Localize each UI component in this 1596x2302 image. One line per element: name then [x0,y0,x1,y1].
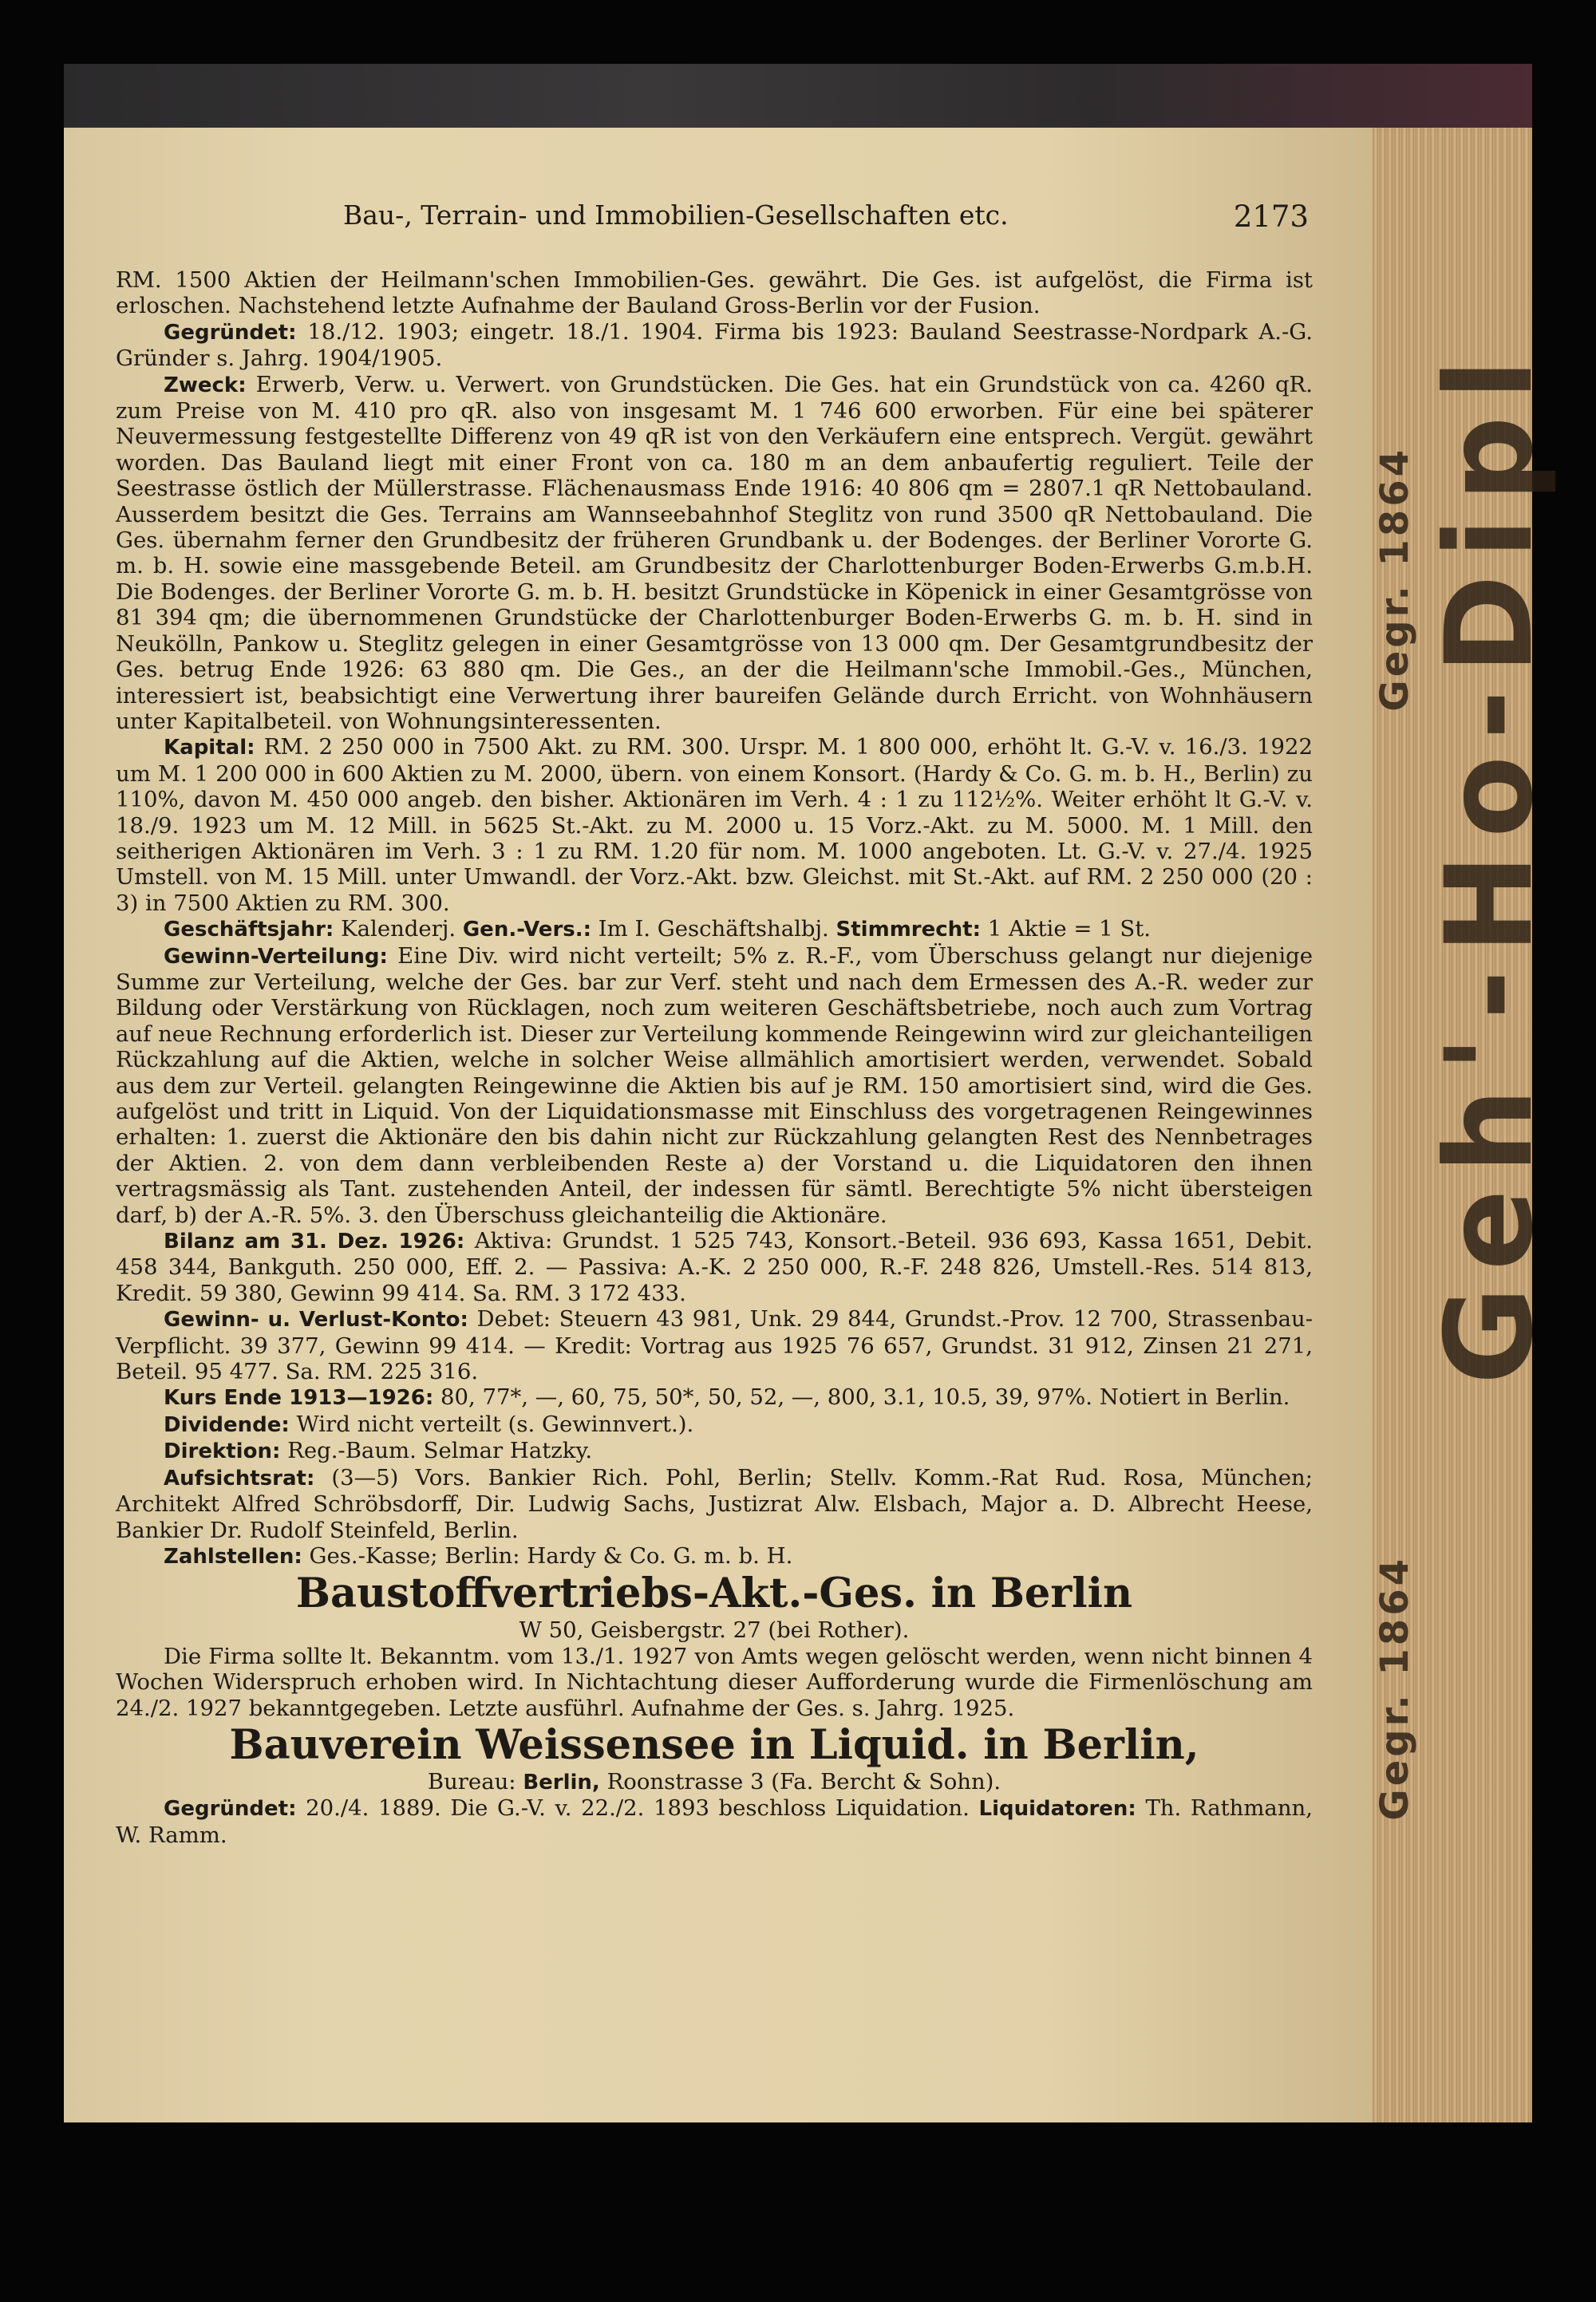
label-guv: Gewinn- u. Verlust-Konto: [164,1308,468,1333]
text-zahlstellen: Ges.-Kasse; Berlin: Hardy & Co. G. m. b. H. [309,1542,793,1569]
entry1-kurs [116,1384,1313,1411]
running-head: Bau-, Terrain- und Immobilien-Gesellschaften etc. [343,199,1009,231]
text-zweck: Erwerb, Verw. u. Verwert. von Grundstücken. Die Ges. hat ein Grundstück von ca. 4260 qR. zum Preise von M. 410 pro qR. also von insgesamt M. 1 746 600 erworben. Für eine bei späterer Neuvermessung festgestellte Differenz von 49 qR ist von den Verkäufern eine entsprech. Vergüt. gewährt worden. Das Bauland liegt mit einer Front von ca. 180 m an dem anbaufertig reguliert. Teile der Seestrasse östlich der Müllerstrasse. Flächenausmass Ende 1916: 40 806 qm = 2807.1 qR Nettobauland. Ausserdem besitzt die Ges. Terrains am Wannseebahnhof Steglitz von rund 3500 qR Nettobauland. Die Ges. übernahm ferner den Grundbesitz der früheren Grundbank u. der Bodenges. der Berliner Vororte G. m. b. H. sowie eine massgebende Beteil. am Grundbesitz der Charlottenburger Boden-Erwerbs G.m.b.H. Die Bodenges. der Berliner Vororte G. m. b. H. besitzt Grundstücke in Köpenick in einer Gesamtgrösse von 81 394 qm; die übernommenen Grundstücke der Charlottenburger Boden-Erwerbs G. m. b. H. sind in Neukölln, Pankow u. Steglitz gelegen in einer Gesamtgrösse von 13 000 qm. Der Gesamtgrundbesitz der Ges. betrug Ende 1926: 63 880 qm. Die Ges., an der die Heilmann'sche Immobil.-Ges., München, interessiert ist, beabsichtigt eine Verwertung ihrer baureifen Gelände durch Erricht. von Wohnhäusern unter Kapitalbeteil. von Wohnungsinteressenten. [116,371,1313,734]
label-zweck: Zweck: [164,373,247,397]
entry3-address-rest: Roonstrasse 3 (Fa. Bercht & Sohn). [606,1768,1001,1795]
text-gewinnverteilung: Eine Div. wird nicht verteilt; 5% z. R.-F., vom Überschuss gelangt nur diejenige Summe zur Verteilung, welche der Ges. bar zur Verf. steht und nach dem Ermessen des A.-R. weder zur Bildung oder Verstärkung von Rücklagen, noch zum weiteren Geschäftsbetriebe, noch auch zum Vortrag auf neue Rechnung erforderlich ist. Dieser zur Verteilung kommende Reingewinn wird zur gleichanteiligen Rückzahlung auf die Aktien, welche in solcher Weise allmählich amortisiert werden, verwendet. Sobald aus dem zur Verteil. gelangten Reingewinne die Aktien bis auf je RM. 150 amortisiert sind, wird die Ges. aufgelöst und tritt in Liquid. Von der Liquidationsmasse mit Einschluss des vorgetragenen Reingewinnes erhalten: 1. zuerst die Aktionäre den bis dahin nicht zur Rückzahlung gelangten Rest des Nennbetrages der Aktien. 2. von dem dann verbleibenden Reste a) der Vorstand u. die Liquidatoren den ihnen vertragsmässig als Tant. zustehenden Anteil, der indessen für sämtl. Berechtigte 5% nicht übersteigen darf, b) der A.-R. 5%. 3. den Überschuss gleichanteilig die Aktionäre. [116,942,1313,1228]
text-geschaeftsjahr: Kalenderj. [341,916,456,942]
label-gegruendet: Gegründet: [164,320,297,345]
entry3-gegruendet [116,1795,1313,1848]
label-genvers: Gen.-Vers.: [462,918,592,942]
entry1-aufsichtsrat [116,1465,1313,1543]
label-liquidatoren: Liquidatoren: [978,1797,1136,1822]
text-entry3-gegruendet: 20./4. 1889. Die G.-V. v. 22./2. 1893 beschloss Liquidation. [306,1795,970,1822]
label-aufsichtsrat: Aufsichtsrat: [164,1466,315,1491]
label-bilanz: Bilanz am 31. Dez. 1926: [164,1230,465,1254]
entry1-dividende [116,1412,1313,1438]
text-genvers: Im I. Geschäftshalbj. [598,916,829,942]
entry2-address: W 50, Geisbergstr. 27 (bei Rother). [519,1617,910,1644]
entry1-geschaeftsjahr [116,916,1313,942]
entry1-gegruendet [116,319,1313,372]
entry1-guv [116,1306,1313,1384]
edge-stamp-top: Gegr. 1864 [1373,447,1417,712]
entry1-zweck [116,372,1313,735]
text-guv: Debet: Steuern 43 981, Unk. 29 844, Grundst.-Prov. 12 700, Strassenbau-Verpflicht. 39 377, Gewinn 99 414. — Kredit: Vortrag aus 1925 76 657, Grundst. 31 912, Zinsen 21 271, Beteil. 95 477. Sa. RM. 225 316. [116,1306,1314,1385]
label-zahlstellen: Zahlstellen: [164,1544,302,1569]
entry1-gewinnverteilung [116,943,1313,1228]
text-dividende: Wird nicht verteilt (s. Gewinnvert.). [296,1411,694,1437]
entry2-title: Baustoffvertriebs-Akt.-Ges. in Berlin [295,1570,1133,1618]
body-text [116,267,1313,1848]
entry3-address-prefix: Bureau: [427,1768,516,1795]
entry2-text: Die Firma sollte lt. Bekanntm. vom 13./1. 1927 von Amts wegen gelöscht werden, wenn nicht binnen 4 Wochen Widerspruch erhoben wird. In Nichtachtung dieser Aufforderung wurde die Firmenlöschung am 24./2. 1927 bekanntgegeben. Letzte ausführl. Aufnahme der Ges. s. Jahrg. 1925. [116,1643,1313,1721]
label-entry3-gegruendet: Gegründet: [164,1797,297,1822]
entry3-title: Bauverein Weissensee in Liquid. in Berlin, [229,1720,1199,1769]
entry3-address [116,1769,1313,1795]
text-aufsichtsrat: (3—5) Vors. Bankier Rich. Pohl, Berlin; Stellv. Komm.-Rat Rud. Rosa, München; Architekt Alfred Schröbsdorff, Dir. Ludwig Sachs, Justizrat Alw. Elsbach, Major a. D. Albrecht Heese, Bankier Dr. Rudolf Steinfeld, Berlin. [116,1464,1314,1543]
entry1-intro: RM. 1500 Aktien der Heilmann'schen Immobilien-Ges. gewährt. Die Ges. ist aufgelöst, die Firma ist erloschen. Nachstehend letzte Aufnahme der Bauland Gross-Berlin vor der Fusion. [116,267,1313,319]
entry1-zahlstellen [116,1543,1313,1570]
edge-stamp-large: Geh'-Ho-Dipl [1420,343,1559,1385]
label-kurs: Kurs Ende 1913—1926: [164,1386,434,1411]
entry1-direktion [116,1438,1313,1464]
label-kapital: Kapital: [164,736,255,760]
text-kurs: 80, 77*, —, 60, 75, 50*, 50, 52, —, 800, 3.1, 10.5, 39, 97%. Notiert in Berlin. [440,1384,1290,1411]
edge-stamp-bottom: Gegr. 1864 [1373,1556,1417,1821]
book-page [64,128,1373,2122]
entry1-bilanz [116,1228,1313,1306]
entry1-kapital [116,734,1313,916]
text-bilanz: Aktiva: Grundst. 1 525 743, Konsort.-Beteil. 936 693, Kassa 1651, Debit. 458 344, Bankguth. 250 000, Eff. 2. — Passiva: A.-K. 2 250 000, R.-F. 248 826, Umstell.-Res. 514 813, Kredit. 59 380, Gewinn 99 414. Sa. RM. 3 172 433. [116,1228,1313,1306]
text-gegruendet: 18./12. 1903; eingetr. 18./1. 1904. Firma bis 1923: Bauland Seestrasse-Nordpark A.-G. Gründer s. Jahrg. 1904/1905. [116,318,1313,372]
text-liquidatoren: Th. Rathmann, W. Ramm. [116,1795,1313,1848]
label-gewinnverteilung: Gewinn-Verteilung: [164,944,388,969]
label-dividende: Dividende: [164,1412,290,1437]
text-stimmrecht: 1 Aktie = 1 St. [987,916,1152,942]
text-direktion: Reg.-Baum. Selmar Hatzky. [287,1438,593,1464]
label-geschaeftsjahr: Geschäftsjahr: [164,918,334,942]
label-direktion: Direktion: [164,1439,281,1464]
page-number: 2173 [1233,199,1309,234]
page-header [343,199,1309,235]
text-kapital: RM. 2 250 000 in 7500 Akt. zu RM. 300. Urspr. M. 1 800 000, erhöht lt. G.-V. v. 16./3. 1922 um M. 1 200 000 in 600 Aktien zu M. 2000, übern. von einem Konsort. (Hardy & Co. G. m. b. H., Berlin) zu 110%, davon M. 450 000 angeb. den bisher. Aktionären im Verh. 4 : 1 zu 112½%. Weiter erhöht lt G.-V. v. 18./9. 1923 um M. 12 Mill. in 5625 St.-Akt. zu M. 2000 u. 15 Vorz.-Akt. zu M. 5000. M. 1 Mill. den seitherigen Aktionären im Verh. 3 : 1 zu RM. 1.20 für nom. M. 1000 angeboten. Lt. G.-V. v. 27./4. 1925 Umstell. von M. 15 Mill. unter Umwandl. der Vorz.-Akt. bzw. Gleichst. mit St.-Akt. auf RM. 2 250 000 (20 : 3) in 7500 Aktien zu RM. 300. [116,734,1313,916]
label-stimmrecht: Stimmrecht: [836,918,981,942]
entry3-address-city: Berlin, [523,1770,600,1795]
